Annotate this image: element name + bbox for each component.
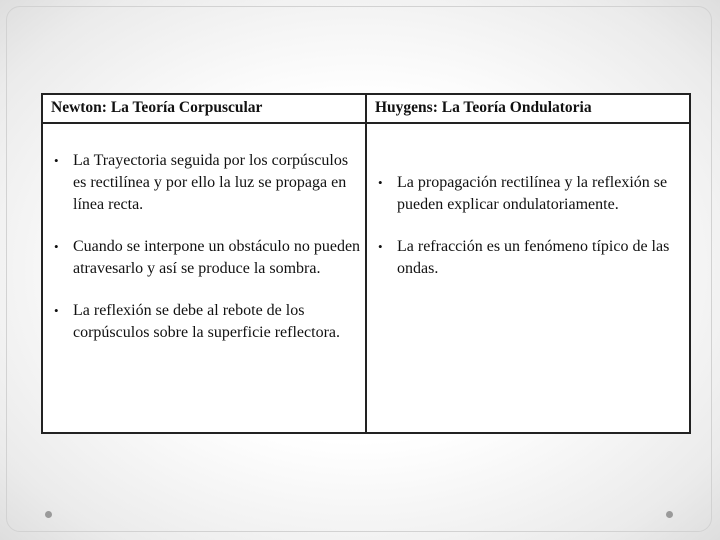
huygens-header: Huygens: La Teoría Ondulatoria	[375, 99, 592, 116]
comparison-table	[41, 93, 691, 434]
huygens-point-1: • La propagación rectilínea y la reflexión se pueden explicar ondulatoriamente.	[369, 172, 687, 216]
newton-points-list	[45, 150, 361, 364]
newton-point-2: • Cuando se interpone un obstáculo no pueden atravesarlo y así se produce la sombra.	[45, 236, 361, 280]
newton-header: Newton: La Teoría Corpuscular	[51, 99, 263, 116]
header-divider	[43, 122, 689, 124]
decorative-dot-left	[45, 511, 52, 518]
newton-point-1: • La Trayectoria seguida por los corpúsculos es rectilínea y por ello la luz se propaga en línea recta.	[45, 150, 361, 216]
huygens-points-list	[369, 172, 687, 300]
huygens-point-2: • La refracción es un fenómeno típico de las ondas.	[369, 236, 687, 280]
newton-point-3: • La reflexión se debe al rebote de los corpúsculos sobre la superficie reflectora.	[45, 300, 361, 344]
decorative-dot-right	[666, 511, 673, 518]
column-divider	[365, 95, 367, 432]
